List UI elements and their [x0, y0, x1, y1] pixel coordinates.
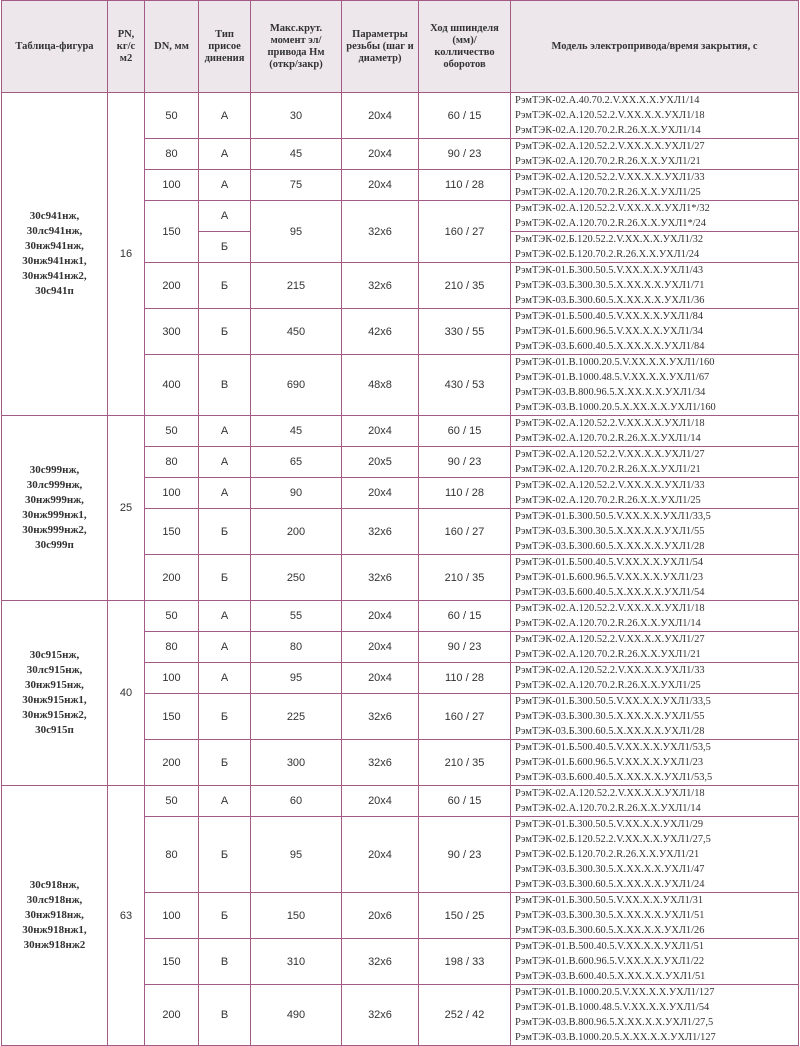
thread-cell: 20х4 [342, 139, 419, 170]
stroke-cell: 210 / 35 [419, 555, 511, 601]
model-line: РэмТЭК-01.Б.600.96.5.V.XX.X.X.УХЛ1/34 [515, 326, 704, 337]
model-line: РэмТЭК-02.А.120.52.2.V.XX.X.X.УХЛ1/18 [515, 603, 705, 614]
model-line: РэмТЭК-03.В.1000.20.5.X.XX.X.X.УХЛ1/127 [515, 1032, 716, 1043]
torque-cell: 310 [251, 939, 342, 985]
type-cell: Б [199, 893, 251, 939]
dn-cell: 100 [145, 478, 199, 509]
model-line: РэмТЭК-02.Б.120.70.2.R.26.X.X.УХЛ1/24 [515, 249, 700, 260]
dn-cell: 150 [145, 694, 199, 740]
model-line: РэмТЭК-03.Б.300.60.5.X.XX.X.X.УХЛ1/28 [515, 726, 705, 737]
stroke-cell: 330 / 55 [419, 309, 511, 355]
model-line: РэмТЭК-02.А.40.70.2.V.XX.X.X.УХЛ1/14 [515, 95, 700, 106]
header-model: Модель электропривода/время закрытия, с [511, 1, 799, 93]
type-cell: А [199, 632, 251, 663]
pn-cell: 16 [108, 93, 145, 416]
model-line: РэмТЭК-02.А.120.70.2.R.26.X.X.УХЛ1/14 [515, 803, 701, 814]
dn-cell: 100 [145, 893, 199, 939]
thread-cell: 32х6 [342, 939, 419, 985]
type-cell: Б [199, 232, 251, 263]
type-cell: А [199, 201, 251, 232]
figure-cell: 30с999нж, 30лс999нж, 30нж999нж, 30нж999нж1, 30нж999нж2, 30с999п [2, 416, 108, 601]
type-cell: Б [199, 263, 251, 309]
model-cell [511, 985, 799, 1046]
dn-cell: 100 [145, 663, 199, 694]
model-line: РэмТЭК-03.В.1000.20.5.X.XX.X.X.УХЛ1/160 [515, 402, 716, 413]
dn-cell: 150 [145, 509, 199, 555]
model-cell [511, 939, 799, 985]
model-line: РэмТЭК-01.Б.600.96.5.V.XX.X.X.УХЛ1/23 [515, 757, 704, 768]
model-line: РэмТЭК-01.Б.300.50.5.V.XX.X.X.УХЛ1/43 [515, 265, 704, 276]
model-line: РэмТЭК-03.Б.300.60.5.X.XX.X.X.УХЛ1/36 [515, 295, 705, 306]
model-cell [511, 555, 799, 601]
stroke-cell: 210 / 35 [419, 740, 511, 786]
model-line: РэмТЭК-02.А.120.52.2.V.XX.X.X.УХЛ1/33 [515, 665, 705, 676]
torque-cell: 150 [251, 893, 342, 939]
thread-cell: 42х6 [342, 309, 419, 355]
model-line: РэмТЭК-02.А.120.52.2.V.XX.X.X.УХЛ1*/32 [515, 203, 710, 214]
torque-cell: 30 [251, 93, 342, 139]
model-line: РэмТЭК-01.Б.300.50.5.V.XX.X.X.УХЛ1/29 [515, 819, 704, 830]
stroke-cell: 110 / 28 [419, 663, 511, 694]
thread-cell: 32х6 [342, 201, 419, 263]
model-line: РэмТЭК-01.Б.500.40.5.V.XX.X.X.УХЛ1/84 [515, 311, 704, 322]
model-line: РэмТЭК-01.Б.300.50.5.V.XX.X.X.УХЛ1/33,5 [515, 696, 711, 707]
model-line: РэмТЭК-02.А.120.52.2.V.XX.X.X.УХЛ1/33 [515, 480, 705, 491]
model-cell [511, 509, 799, 555]
model-line: РэмТЭК-02.А.120.52.2.V.XX.X.X.УХЛ1/27 [515, 141, 705, 152]
pn-cell: 25 [108, 416, 145, 601]
model-line: РэмТЭК-02.А.120.52.2.V.XX.X.X.УХЛ1/27 [515, 449, 705, 460]
pn-cell: 63 [108, 786, 145, 1046]
header-figure: Таблица-фигура [2, 1, 108, 93]
type-cell: А [199, 478, 251, 509]
thread-cell: 20х6 [342, 893, 419, 939]
model-cell [511, 416, 799, 447]
model-line: РэмТЭК-01.Б.600.96.5.V.XX.X.X.УХЛ1/23 [515, 572, 704, 583]
stroke-cell: 90 / 23 [419, 139, 511, 170]
model-cell [511, 694, 799, 740]
thread-cell: 20х4 [342, 93, 419, 139]
table-row [2, 786, 799, 817]
spec-table [1, 0, 799, 1046]
model-line: РэмТЭК-03.Б.300.30.5.X.XX.X.X.УХЛ1/55 [515, 711, 705, 722]
thread-cell: 20х5 [342, 447, 419, 478]
model-line: РэмТЭК-03.Б.300.30.5.X.XX.X.X.УХЛ1/71 [515, 280, 705, 291]
dn-cell: 100 [145, 170, 199, 201]
type-cell: В [199, 985, 251, 1046]
model-cell [511, 93, 799, 139]
dn-cell: 150 [145, 201, 199, 263]
model-line: РэмТЭК-03.Б.300.30.5.X.XX.X.X.УХЛ1/47 [515, 864, 705, 875]
dn-cell: 80 [145, 447, 199, 478]
model-cell [511, 309, 799, 355]
model-cell [511, 355, 799, 416]
thread-cell: 32х6 [342, 555, 419, 601]
type-cell: Б [199, 555, 251, 601]
type-cell: А [199, 416, 251, 447]
type-cell: Б [199, 694, 251, 740]
table-body [2, 93, 799, 1046]
model-cell [511, 232, 799, 263]
dn-cell: 80 [145, 139, 199, 170]
model-line: РэмТЭК-02.А.120.70.2.R.26.X.X.УХЛ1/14 [515, 125, 701, 136]
model-line: РэмТЭК-02.А.120.52.2.V.XX.X.X.УХЛ1/18 [515, 418, 705, 429]
model-cell [511, 786, 799, 817]
header-pn: PN, кг/с м2 [108, 1, 145, 93]
pn-cell: 40 [108, 601, 145, 786]
torque-cell: 75 [251, 170, 342, 201]
model-line: РэмТЭК-02.А.120.70.2.R.26.X.X.УХЛ1*/24 [515, 218, 706, 229]
model-cell [511, 632, 799, 663]
model-line: РэмТЭК-03.Б.300.30.5.X.XX.X.X.УХЛ1/55 [515, 526, 705, 537]
stroke-cell: 60 / 15 [419, 786, 511, 817]
thread-cell: 20х4 [342, 478, 419, 509]
model-line: РэмТЭК-02.А.120.70.2.R.26.X.X.УХЛ1/14 [515, 433, 701, 444]
type-cell: Б [199, 817, 251, 893]
model-line: РэмТЭК-02.Б.120.52.2.V.XX.X.X.УХЛ1/27,5 [515, 834, 711, 845]
type-cell: А [199, 601, 251, 632]
model-line: РэмТЭК-02.А.120.70.2.R.26.X.X.УХЛ1/25 [515, 187, 701, 198]
stroke-cell: 110 / 28 [419, 170, 511, 201]
stroke-cell: 60 / 15 [419, 601, 511, 632]
dn-cell: 50 [145, 93, 199, 139]
model-line: РэмТЭК-02.А.120.52.2.V.XX.X.X.УХЛ1/27 [515, 634, 705, 645]
torque-cell: 45 [251, 139, 342, 170]
model-line: РэмТЭК-02.А.120.52.2.V.XX.X.X.УХЛ1/18 [515, 788, 705, 799]
dn-cell: 50 [145, 416, 199, 447]
dn-cell: 400 [145, 355, 199, 416]
model-line: РэмТЭК-01.Б.300.50.5.V.XX.X.X.УХЛ1/31 [515, 895, 704, 906]
thread-cell: 32х6 [342, 263, 419, 309]
table-row [2, 601, 799, 632]
type-cell: А [199, 447, 251, 478]
model-line: РэмТЭК-03.Б.600.40.5.X.XX.X.X.УХЛ1/54 [515, 587, 705, 598]
figure-cell: 30с918нж, 30лс918нж, 30нж918нж, 30нж918нж1, 30нж918нж2 [2, 786, 108, 1046]
model-cell [511, 893, 799, 939]
model-line: РэмТЭК-02.А.120.70.2.R.26.X.X.УХЛ1/21 [515, 464, 701, 475]
stroke-cell: 90 / 23 [419, 632, 511, 663]
torque-cell: 300 [251, 740, 342, 786]
dn-cell: 50 [145, 786, 199, 817]
model-line: РэмТЭК-02.А.120.52.2.V.XX.X.X.УХЛ1/33 [515, 172, 705, 183]
type-cell: А [199, 139, 251, 170]
header-row [2, 1, 799, 93]
model-cell [511, 139, 799, 170]
torque-cell: 250 [251, 555, 342, 601]
dn-cell: 80 [145, 817, 199, 893]
stroke-cell: 150 / 25 [419, 893, 511, 939]
type-cell: Б [199, 309, 251, 355]
thread-cell: 32х6 [342, 509, 419, 555]
torque-cell: 450 [251, 309, 342, 355]
torque-cell: 65 [251, 447, 342, 478]
thread-cell: 20х4 [342, 601, 419, 632]
stroke-cell: 160 / 27 [419, 201, 511, 263]
thread-cell: 20х4 [342, 786, 419, 817]
model-line: РэмТЭК-03.Б.300.30.5.X.XX.X.X.УХЛ1/51 [515, 910, 705, 921]
stroke-cell: 198 / 33 [419, 939, 511, 985]
model-cell [511, 663, 799, 694]
torque-cell: 90 [251, 478, 342, 509]
type-cell: Б [199, 509, 251, 555]
dn-cell: 150 [145, 939, 199, 985]
type-cell: А [199, 170, 251, 201]
stroke-cell: 60 / 15 [419, 93, 511, 139]
model-line: РэмТЭК-01.В.1000.48.5.V.XX.X.X.УХЛ1/54 [515, 1002, 710, 1013]
dn-cell: 300 [145, 309, 199, 355]
model-line: РэмТЭК-03.В.600.40.5.X.XX.X.X.УХЛ1/51 [515, 971, 706, 982]
torque-cell: 60 [251, 786, 342, 817]
table-row [2, 93, 799, 139]
torque-cell: 690 [251, 355, 342, 416]
stroke-cell: 60 / 15 [419, 416, 511, 447]
type-cell: Б [199, 740, 251, 786]
model-line: РэмТЭК-01.В.1000.20.5.V.XX.X.X.УХЛ1/127 [515, 987, 715, 998]
model-cell [511, 478, 799, 509]
thread-cell: 20х4 [342, 416, 419, 447]
figure-cell: 30с941нж, 30лс941нж, 30нж941нж, 30нж941нж1, 30нж941нж2, 30с941п [2, 93, 108, 416]
torque-cell: 95 [251, 201, 342, 263]
model-line: РэмТЭК-01.Б.500.40.5.V.XX.X.X.УХЛ1/53,5 [515, 742, 711, 753]
model-line: РэмТЭК-02.А.120.70.2.R.26.X.X.УХЛ1/14 [515, 618, 701, 629]
dn-cell: 80 [145, 632, 199, 663]
model-line: РэмТЭК-02.А.120.70.2.R.26.X.X.УХЛ1/21 [515, 649, 701, 660]
type-cell: В [199, 355, 251, 416]
header-dn: DN, мм [145, 1, 199, 93]
torque-cell: 45 [251, 416, 342, 447]
model-line: РэмТЭК-03.В.800.96.5.X.XX.X.X.УХЛ1/27,5 [515, 1017, 714, 1028]
model-line: РэмТЭК-03.Б.300.60.5.X.XX.X.X.УХЛ1/28 [515, 541, 705, 552]
type-cell: В [199, 939, 251, 985]
model-cell [511, 447, 799, 478]
thread-cell: 32х6 [342, 740, 419, 786]
model-cell [511, 740, 799, 786]
stroke-cell: 90 / 23 [419, 447, 511, 478]
model-line: РэмТЭК-01.В.600.96.5.V.XX.X.X.УХЛ1/22 [515, 956, 705, 967]
torque-cell: 215 [251, 263, 342, 309]
model-line: РэмТЭК-01.В.500.40.5.V.XX.X.X.УХЛ1/51 [515, 941, 705, 952]
model-line: РэмТЭК-03.Б.600.40.5.X.XX.X.X.УХЛ1/53,5 [515, 772, 713, 783]
model-line: РэмТЭК-03.Б.300.60.5.X.XX.X.X.УХЛ1/24 [515, 879, 705, 890]
torque-cell: 225 [251, 694, 342, 740]
model-line: РэмТЭК-01.Б.300.50.5.V.XX.X.X.УХЛ1/33,5 [515, 511, 711, 522]
model-line: РэмТЭК-02.Б.120.70.2.R.26.X.X.УХЛ1/21 [515, 849, 700, 860]
thread-cell: 20х4 [342, 663, 419, 694]
stroke-cell: 110 / 28 [419, 478, 511, 509]
table-row [2, 416, 799, 447]
torque-cell: 55 [251, 601, 342, 632]
torque-cell: 200 [251, 509, 342, 555]
stroke-cell: 160 / 27 [419, 509, 511, 555]
model-line: РэмТЭК-02.А.120.70.2.R.26.X.X.УХЛ1/25 [515, 495, 701, 506]
header-thread: Параметры резьбы (шаг и диаметр) [342, 1, 419, 93]
torque-cell: 80 [251, 632, 342, 663]
model-line: РэмТЭК-02.А.120.52.2.V.XX.X.X.УХЛ1/18 [515, 110, 705, 121]
header-torque: Макс.крут. момент эл/привода Нм (откр/закр) [251, 1, 342, 93]
torque-cell: 95 [251, 663, 342, 694]
stroke-cell: 90 / 23 [419, 817, 511, 893]
type-cell: А [199, 786, 251, 817]
model-line: РэмТЭК-01.В.1000.48.5.V.XX.X.X.УХЛ1/67 [515, 372, 710, 383]
model-line: РэмТЭК-02.Б.120.52.2.V.XX.X.X.УХЛ1/32 [515, 234, 704, 245]
model-line: РэмТЭК-02.А.120.70.2.R.26.X.X.УХЛ1/25 [515, 680, 701, 691]
dn-cell: 50 [145, 601, 199, 632]
figure-cell: 30с915нж, 30лс915нж, 30нж915нж, 30нж915нж1, 30нж915нж2, 30с915п [2, 601, 108, 786]
torque-cell: 95 [251, 817, 342, 893]
thread-cell: 20х4 [342, 170, 419, 201]
model-line: РэмТЭК-03.В.800.96.5.X.XX.X.X.УХЛ1/34 [515, 387, 706, 398]
header-type: Тип присое динения [199, 1, 251, 93]
stroke-cell: 210 / 35 [419, 263, 511, 309]
model-cell [511, 170, 799, 201]
model-line: РэмТЭК-03.Б.600.40.5.X.XX.X.X.УХЛ1/84 [515, 341, 705, 352]
model-cell [511, 601, 799, 632]
thread-cell: 48х8 [342, 355, 419, 416]
type-cell: А [199, 663, 251, 694]
dn-cell: 200 [145, 555, 199, 601]
model-cell [511, 263, 799, 309]
header-stroke: Ход шпинделя (мм)/ колличество оборотов [419, 1, 511, 93]
torque-cell: 490 [251, 985, 342, 1046]
model-line: РэмТЭК-01.В.1000.20.5.V.XX.X.X.УХЛ1/160 [515, 357, 715, 368]
dn-cell: 200 [145, 740, 199, 786]
thread-cell: 32х6 [342, 985, 419, 1046]
thread-cell: 20х4 [342, 632, 419, 663]
model-cell [511, 201, 799, 232]
stroke-cell: 430 / 53 [419, 355, 511, 416]
dn-cell: 200 [145, 263, 199, 309]
type-cell: А [199, 93, 251, 139]
thread-cell: 20х4 [342, 817, 419, 893]
thread-cell: 32х6 [342, 694, 419, 740]
model-line: РэмТЭК-01.Б.500.40.5.V.XX.X.X.УХЛ1/54 [515, 557, 704, 568]
dn-cell: 200 [145, 985, 199, 1046]
model-cell [511, 817, 799, 893]
model-line: РэмТЭК-03.Б.300.60.5.X.XX.X.X.УХЛ1/26 [515, 925, 705, 936]
model-line: РэмТЭК-02.А.120.70.2.R.26.X.X.УХЛ1/21 [515, 156, 701, 167]
stroke-cell: 160 / 27 [419, 694, 511, 740]
stroke-cell: 252 / 42 [419, 985, 511, 1046]
